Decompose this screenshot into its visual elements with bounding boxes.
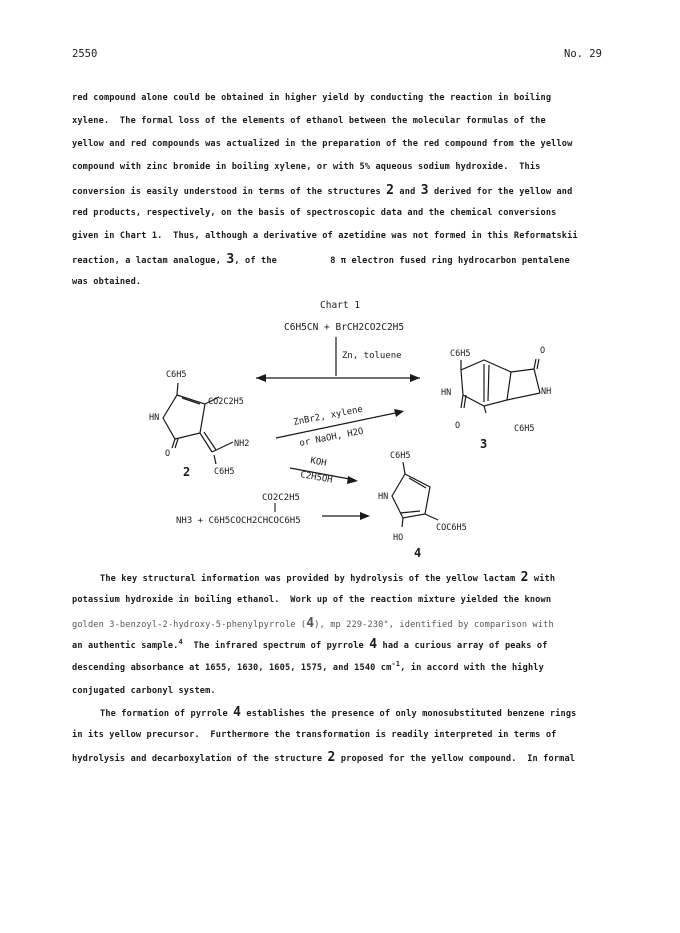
text-line: golden 3-benzoyl-2-hydroxy-5-phenylpyrrole (4), mp 229-230°, identified by comparison with [72, 616, 554, 631]
structure-2 [149, 370, 249, 479]
text-line: given in Chart 1. Thus, although a derivative of azetidine was not formed in this Reformatskii [72, 231, 578, 241]
compound-ref: 4 [233, 705, 242, 720]
text-line: The formation of pyrrole 4 establishes the presence of only monosubstituted benzene rings [100, 705, 577, 720]
text-line: yellow and red compounds was actualized in the preparation of the red compound from the yellow [72, 139, 573, 149]
oxygen-atom: O [165, 449, 171, 459]
arrowhead [347, 476, 358, 484]
hn-atom: HN [149, 413, 160, 423]
text-line: The key structural information was provided by hydrolysis of the yellow lactam 2 with [100, 570, 556, 585]
page-number: 2550 [72, 48, 98, 60]
compound-label-3: 3 [480, 437, 488, 451]
structure-3 [441, 346, 551, 451]
reactants-top: C6H5CN + BrCH2CO2C2H5 [284, 322, 405, 333]
reagent-znbr2: ZnBr2, xylene [292, 404, 364, 428]
unit-exponent: -1 [391, 660, 401, 668]
text-line: conjugated carbonyl system. [72, 686, 216, 696]
text-line: potassium hydroxide in boiling ethanol. Work up of the reaction mixture yielded the known [72, 595, 552, 605]
amino-group: NH2 [234, 439, 250, 449]
arrowhead [256, 374, 266, 382]
text-line: compound with zinc bromide in boiling xylene, or with 5% aqueous sodium hydroxide. This [72, 162, 541, 172]
phenyl-group: C6H5 [514, 424, 535, 434]
ester-group: CO2C2H5 [208, 397, 244, 407]
text-line: in its yellow precursor. Furthermore the transformation is readily interpreted in terms of [72, 730, 557, 740]
reagent-koh: KOH [309, 456, 328, 469]
text-line: descending absorbance at 1655, 1630, 1605, 1575, and 1540 $cm^{-1}$, in accord with the highly [72, 660, 544, 673]
compound-ref: 2 [386, 183, 395, 198]
compound-ref: 2 [520, 570, 529, 585]
reagent-zn: Zn, toluene [342, 351, 402, 361]
text-line: was obtained. [72, 277, 142, 287]
hn-atom: HN [441, 388, 452, 398]
text-line: red products, respectively, on the basis of spectroscopic data and the chemical conversions [72, 208, 557, 218]
arrowhead [410, 374, 420, 382]
phenyl-group: C6H5 [390, 451, 411, 461]
phenyl-group: C6H5 [166, 370, 187, 380]
compound-ref: 4 [306, 616, 315, 631]
chart-drawing [0, 295, 680, 570]
compound-ref: 3 [420, 183, 429, 198]
compound-ref: 2 [327, 750, 336, 765]
reagent-etoh: C2H5OH [299, 470, 334, 486]
journal-issue: No. 29 [564, 48, 602, 60]
oxygen-atom: O [455, 421, 461, 431]
oxygen-atom: O [540, 346, 546, 356]
compound-ref: 4 [369, 637, 378, 652]
chart-title: Chart 1 [320, 300, 361, 311]
precursor-ester: CO2C2H5 [262, 493, 300, 503]
hydroxy-group: HO [393, 533, 404, 543]
phenyl-group: C6H5 [450, 349, 471, 359]
benzoyl-group: COC6H5 [436, 523, 467, 533]
text-line: conversion is easily understood in terms of the structures 2 and 3 derived for the yellow and [72, 183, 573, 198]
nh-atom: NH [541, 387, 552, 397]
arrowhead [360, 512, 370, 520]
compound-label-4: 4 [414, 546, 422, 560]
phenyl-group: C6H5 [214, 467, 235, 477]
text-line: red compound alone could be obtained in higher yield by conducting the reaction in boiling [72, 93, 552, 103]
structure-4 [378, 451, 467, 560]
compound-label-2: 2 [183, 465, 191, 479]
text-line: reaction, a lactam analogue, 3, of the 8 π electron fused ring hydrocarbon pentalene [72, 252, 570, 267]
hn-atom: HN [378, 492, 389, 502]
footnote-ref: 4 [178, 638, 183, 647]
precursor-reactants: NH3 + C6H5COCH2CHCOC6H5 [176, 516, 301, 526]
reaction-chart [0, 295, 680, 570]
text-line: xylene. The formal loss of the elements of ethanol between the molecular formulas of the [72, 116, 546, 126]
text-line: hydrolysis and decarboxylation of the structure 2 proposed for the yellow compound. In formal [72, 750, 576, 765]
compound-ref: 3 [226, 252, 235, 267]
arrowhead [394, 409, 404, 417]
reagent-naoh: or NaOH, H2O [298, 426, 365, 449]
text-line: an authentic sample.$^4$ The infrared spectrum of pyrrole 4 had a curious array of peaks of [72, 637, 548, 652]
